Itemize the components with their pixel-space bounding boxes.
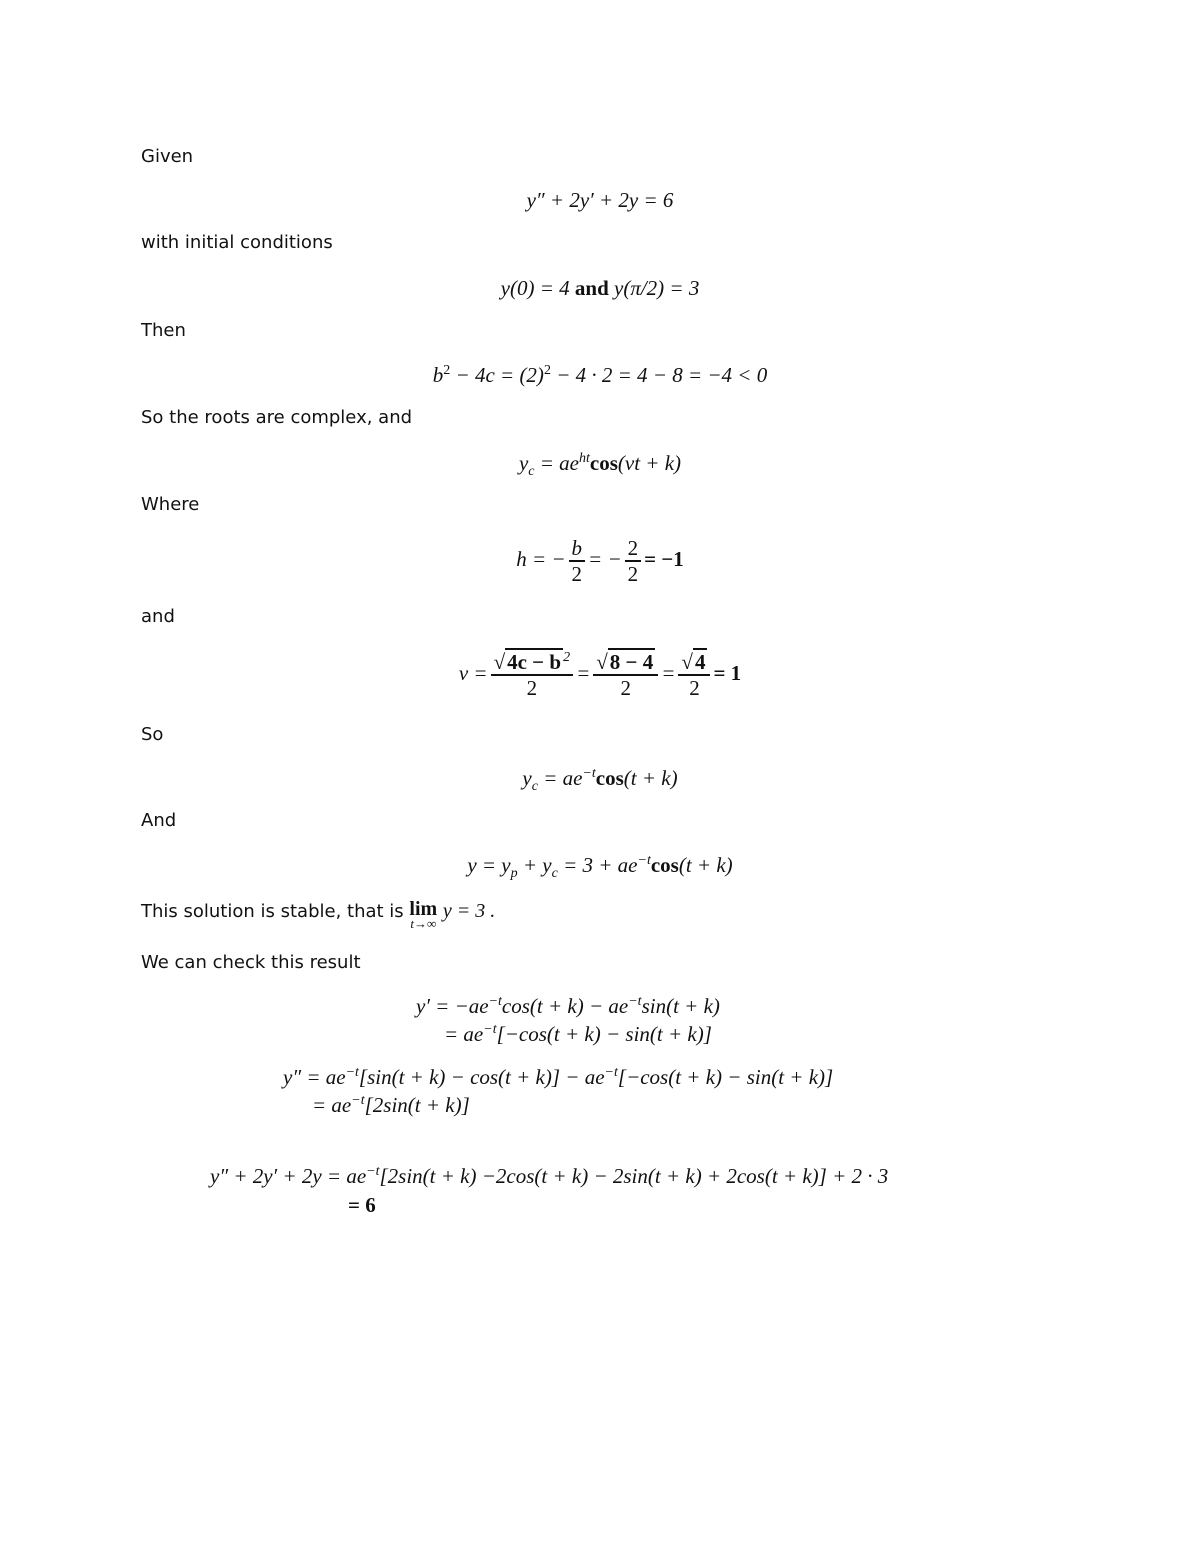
equation-sum-line2: = 6: [348, 1193, 376, 1217]
text-and-lower: and: [141, 606, 175, 627]
limit-expression: lim t→∞: [409, 898, 438, 931]
fraction-sqrt-4c-b2: $\frac{√4c - b ^2}{2}$: [491, 650, 574, 700]
equation-yc-general: $y_c = ae^{ht}\cos(vt + k)$: [518, 451, 682, 480]
text-given: Given: [141, 146, 194, 167]
text-initial-conditions: with initial conditions: [141, 232, 333, 253]
text-then: Then: [141, 320, 186, 341]
equation-discriminant: $b^2 - 4c = (2)^2 - 4 \cdot 2 = 4 - 8 = -4 < 0$: [432, 363, 768, 387]
equation-y-double-prime-line1: $y'' = ae^{-t}[\sin(t + k) - \cos(t + k)] - ae^{-t}[-\cos(t + k) - \sin(t + k)]$: [283, 1065, 834, 1089]
equation-y-prime-line1: $y' = -ae^{-t}\cos(t + k) - ae^{-t}\sin(t + k)$: [416, 994, 720, 1018]
text-roots-complex: So the roots are complex, and: [141, 407, 413, 428]
text-stable: This solution is stable, that is lim t→∞ y = 3 .: [141, 898, 496, 931]
fraction-b-over-2: $\frac{b}{2}$: [569, 536, 586, 586]
ic-right: y(π/2) = 3: [614, 276, 700, 300]
ic-and: and: [574, 276, 609, 300]
equation-y-prime-line2: = $ae^{-t}[-\cos(t + k) - \sin(t + k)]$: [444, 1022, 712, 1046]
fraction-sqrt-4: $\frac{√4}{2}$: [678, 650, 710, 700]
equation-y-full: $y = y_p + y_c = 3 + ae^{-t}\cos(t + k)$: [467, 853, 733, 882]
fraction-sqrt-8-4: $\frac{√8 - 4}{2}$: [593, 650, 658, 700]
equation-ode: y″ + 2y′ + 2y = 6: [526, 188, 674, 212]
ic-left: y(0) = 4: [500, 276, 570, 300]
equation-sum-line1: $y'' + 2y' + 2y = ae^{-t}[2\sin(t + k) -2\cos(t + k) - 2\sin(t + k) + 2\cos(t + k)] + 2 \cdot 3$: [210, 1164, 889, 1188]
fraction-2-over-2: $\frac{2}{2}$: [625, 536, 642, 586]
equation-h: h = − $\frac{b}{2}$ = − $\frac{2}{2}$ = −1: [516, 536, 684, 586]
text-and-upper: And: [141, 810, 177, 831]
text-where: Where: [141, 494, 200, 515]
equation-y-double-prime-line2: = $ae^{-t}[2\sin(t + k)]$: [312, 1093, 470, 1117]
equation-initial-conditions: [0, 275, 1200, 301]
equation-v: v = $\frac{√4c - b ^2}{2}$ = $\frac{√8 - 4}{2}$ = $\frac{√4}{2}$ = 1: [458, 650, 742, 700]
equation-yc-specific: $y_c = ae^{-t}\cos(t + k)$: [522, 766, 678, 795]
text-check: We can check this result: [141, 952, 361, 973]
text-so: So: [141, 724, 164, 745]
